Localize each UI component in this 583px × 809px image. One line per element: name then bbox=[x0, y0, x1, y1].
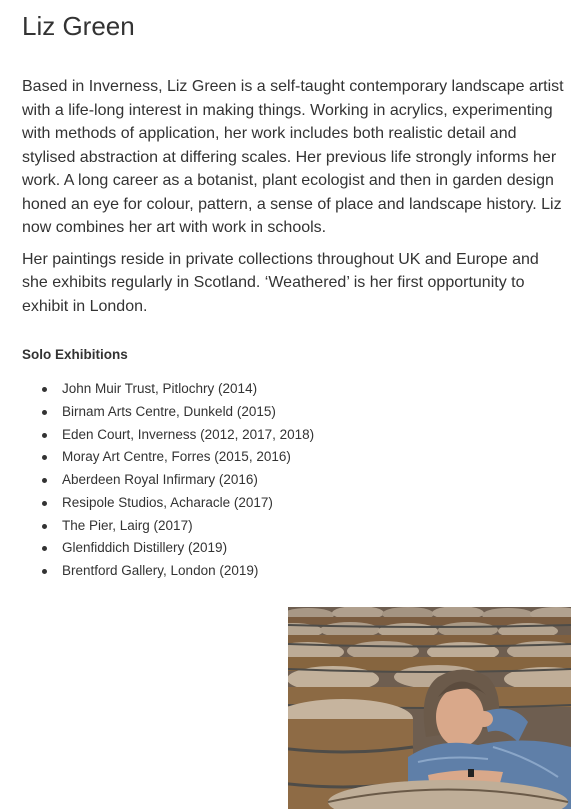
exhibition-item bbox=[40, 469, 314, 492]
bio-paragraph: Her paintings reside in private collections throughout UK and Europe and she exhibits regularly in Scotland. ‘Weathered’ is her first opportunity to exhibit in London. bbox=[22, 250, 539, 315]
exhibition-item bbox=[40, 424, 314, 447]
exhibition-label: Aberdeen Royal Infirmary (2016) bbox=[62, 472, 258, 487]
exhibition-label: Brentford Gallery, London (2019) bbox=[62, 563, 259, 578]
bullet-icon bbox=[42, 524, 47, 529]
exhibition-item bbox=[40, 378, 314, 401]
exhibition-item bbox=[40, 492, 314, 515]
exhibition-label: Eden Court, Inverness (2012, 2017, 2018) bbox=[62, 426, 315, 442]
artist-portrait-photo bbox=[288, 607, 571, 809]
solo-exhibitions-heading: Solo Exhibitions bbox=[22, 347, 128, 362]
exhibition-label: Moray Art Centre, Forres (2015, 2016) bbox=[62, 449, 291, 465]
solo-exhibitions-list bbox=[40, 378, 314, 583]
bullet-icon bbox=[42, 455, 47, 460]
exhibition-item bbox=[40, 446, 314, 469]
bullet-icon bbox=[42, 478, 47, 483]
bio-paragraph: Based in Inverness, Liz Green is a self-taught contemporary landscape artist with a life-long interest in making things. Working in acrylics, experimenting with methods of application, her work includes both realistic detail and stylised abstraction at differing scales. Her previous life strongly informs her work. A long career as a botanist, plant ecologist and then in garden design honed an eye for colour, pattern, a sense of place and landscape history. Liz now combines her art with work in schools. bbox=[22, 78, 564, 236]
exhibition-label: Resipole Studios, Acharacle (2017) bbox=[62, 494, 273, 510]
portrait-illustration bbox=[288, 607, 571, 809]
exhibition-item bbox=[40, 537, 314, 560]
exhibition-label: Birnam Arts Centre, Dunkeld (2015) bbox=[62, 403, 276, 419]
bullet-icon bbox=[42, 501, 47, 506]
exhibition-label: John Muir Trust, Pitlochry (2014) bbox=[62, 381, 258, 396]
exhibition-item bbox=[40, 401, 314, 424]
bullet-icon bbox=[42, 387, 47, 392]
bullet-icon bbox=[42, 410, 47, 415]
page-title: Liz Green bbox=[22, 11, 135, 41]
artist-bio bbox=[22, 75, 567, 326]
exhibition-item bbox=[40, 515, 314, 538]
bullet-icon bbox=[42, 546, 47, 551]
exhibition-item bbox=[40, 560, 314, 583]
bullet-icon bbox=[42, 433, 47, 438]
exhibition-label: Glenfiddich Distillery (2019) bbox=[62, 540, 228, 556]
exhibition-label: The Pier, Lairg (2017) bbox=[62, 517, 193, 533]
bullet-icon bbox=[42, 569, 47, 574]
